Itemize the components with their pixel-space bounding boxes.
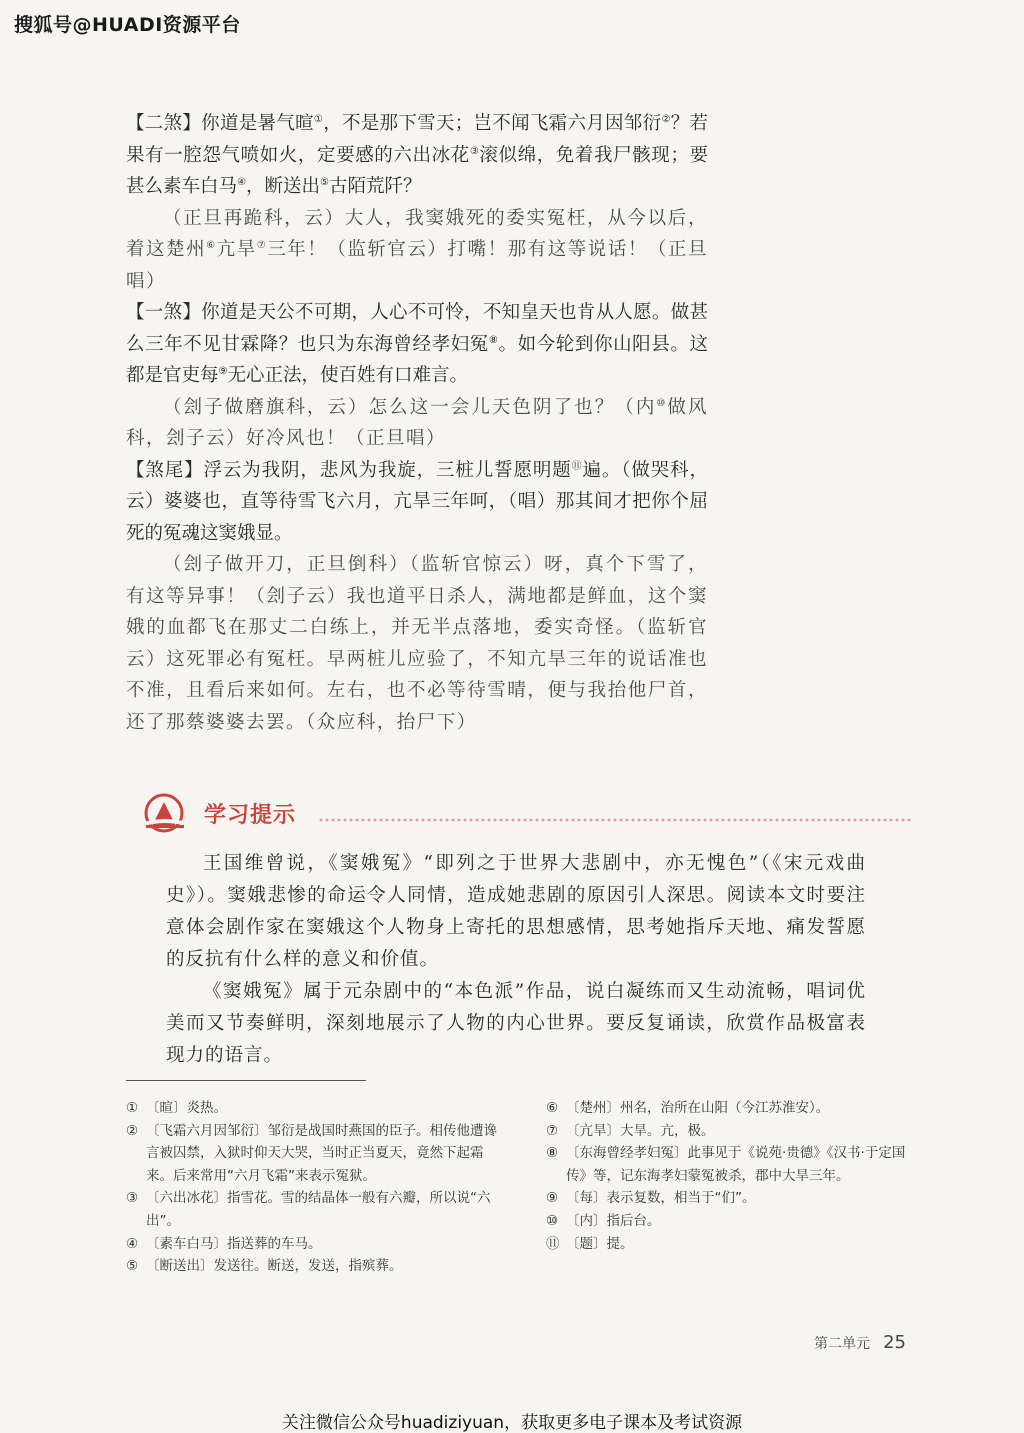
footnote-marker[interactable]: ⑨ xyxy=(218,365,228,377)
footnote-marker[interactable]: ③ xyxy=(469,145,480,157)
page-number: 25 xyxy=(883,1332,906,1353)
play-text xyxy=(126,108,708,738)
study-tips-header xyxy=(142,790,912,838)
footnote-text: 〔题〕提。 xyxy=(566,1235,634,1252)
footnote xyxy=(126,1120,498,1188)
footnote xyxy=(546,1210,914,1233)
footnote xyxy=(546,1187,914,1210)
footnotes-left xyxy=(126,1097,498,1278)
text-run: （正旦再跪科，云）大人，我窦娥死的委实冤枉，从今以后，着这楚州 xyxy=(126,207,708,260)
footnote-number: ⑦ xyxy=(546,1122,559,1139)
study-tip-paragraph: 《窦娥冤》属于元杂剧中的“本色派”作品，说白凝练而又生动流畅，唱词优美而又节奏鲜明，深刻地展示了人物的内心世界。要反复诵读，欣赏作品极富表现力的语言。 xyxy=(166,981,866,1066)
footnote-text: 〔每〕表示复数，相当于“们”。 xyxy=(566,1190,756,1207)
text-run: 。如今轮到你山阳县。这都是官吏每 xyxy=(126,333,708,386)
footnote xyxy=(546,1233,914,1256)
text-run: 【一煞】你道是天公不可期，人心不可怜，不知皇天也肯从人愿。做甚么三年不见甘霖降？也只为东海曾经孝妇冤 xyxy=(126,302,708,355)
footnote xyxy=(126,1097,498,1120)
sung-verse xyxy=(126,108,708,203)
unit-label: 第二单元 xyxy=(814,1336,870,1352)
footnote-text: 〔六出冰花〕指雪花。雪的结晶体一般有六瓣，所以说“六出”。 xyxy=(146,1190,491,1229)
footnote-marker[interactable]: ⑩ xyxy=(656,397,668,409)
text-run: 三年！（监斩官云）打嘴！那有这等说话！（正旦唱） xyxy=(126,239,708,292)
footnote-marker[interactable]: ⑤ xyxy=(320,176,329,188)
stage-direction xyxy=(126,392,708,455)
text-run: ，不是那下雪天；岂不闻飞霜六月因邹衍 xyxy=(323,113,662,134)
footnote-marker[interactable]: ⑦ xyxy=(256,239,268,251)
text-run: ？若果有一腔怨气喷如火，定要感的六出冰花 xyxy=(126,113,708,166)
footnote-text: 〔飞霜六月因邹衍〕邹衍是战国时燕国的臣子。相传他遭谗言被囚禁，入狱时仰天大哭，当时正当夏天，竟然下起霜来。后来常用“六月飞霜”来表示冤狱。 xyxy=(146,1122,497,1184)
footnote-number: ⑧ xyxy=(546,1145,559,1162)
footnote-marker[interactable]: ① xyxy=(313,113,324,125)
study-tips-icon xyxy=(142,792,190,834)
text-run: 【煞尾】浮云为我阴，悲风为我旋，三桩儿誓愿明题 xyxy=(126,459,572,481)
footnotes-right xyxy=(546,1097,914,1255)
text-run: 做风科，刽子云）好冷风也！（正旦唱） xyxy=(126,396,708,449)
footnote-number: ① xyxy=(126,1100,139,1116)
footnote xyxy=(126,1233,498,1256)
text-run: 亢旱 xyxy=(216,239,257,260)
footnote-number: ⑨ xyxy=(546,1190,559,1207)
footnote-number: ② xyxy=(126,1122,139,1139)
footnote-text: 〔内〕指后台。 xyxy=(566,1212,661,1229)
footnote-marker[interactable]: ⑧ xyxy=(488,334,499,346)
footnote-rule xyxy=(126,1080,366,1081)
page-footer xyxy=(814,1332,906,1353)
sung-verse xyxy=(126,455,708,550)
footnote-text: 〔东海曾经孝妇冤〕此事见于《说苑·贵德》《汉书·于定国传》等，记东海孝妇蒙冤被杀，郡中大旱三年。 xyxy=(566,1145,906,1184)
text-run: ，断送出 xyxy=(245,176,320,197)
footnote-number: ⑥ xyxy=(546,1100,559,1116)
stage-direction xyxy=(126,549,708,738)
text-run: 【二煞】你道是暑气暄 xyxy=(126,113,314,134)
footnote-marker[interactable]: ⑪ xyxy=(571,460,583,472)
source-watermark: 搜狐号@HUADI资源平台 xyxy=(14,14,241,36)
footnote-marker[interactable]: ④ xyxy=(237,176,246,188)
footnote-marker[interactable]: ② xyxy=(661,113,671,125)
footnote-text: 〔断送出〕发送往。断送，发送，指殡葬。 xyxy=(146,1258,403,1275)
footnote-number: ⑪ xyxy=(546,1235,560,1252)
text-run: 古陌荒阡？ xyxy=(328,176,422,197)
footnote-text: 〔楚州〕州名，治所在山阳（今江苏淮安）。 xyxy=(566,1100,830,1116)
text-run: 遍。（做哭科，云）婆婆也，直等待雪飞六月，亢旱三年呵，（唱）那其间才把你个屈死的冤魂这窦娥显。 xyxy=(126,459,708,544)
bottom-watermark: 关注微信公众号huadiziyuan，获取更多电子课本及考试资源 xyxy=(281,1413,743,1433)
footnote-number: ④ xyxy=(126,1235,139,1252)
footnote xyxy=(126,1255,498,1278)
text-run: （刽子做磨旗科，云）怎么这一会儿天色阴了也？（内 xyxy=(163,396,657,418)
study-tip-paragraph: 王国维曾说，《窦娥冤》“即列之于世界大悲剧中，亦无愧色”（《宋元戏曲史》）。窦娥悲惨的命运令人同情，造成她悲剧的原因引人深思。阅读本文时要注意体会剧作家在窦娥这个人物身上寄托的思想感情，思考她指斥天地、痛发誓愿的反抗有什么样的意义和价值。 xyxy=(166,853,866,970)
footnote-number: ⑤ xyxy=(126,1258,139,1275)
text-run: 无心正法，使百姓有口难言。 xyxy=(227,365,468,386)
study-tips-title: 学习提示 xyxy=(204,803,297,828)
footnote xyxy=(546,1142,914,1187)
footnote-marker[interactable]: ⑥ xyxy=(206,239,217,251)
footnote xyxy=(126,1187,498,1232)
footnote-text: 〔暄〕炎热。 xyxy=(146,1100,227,1116)
study-tips-text xyxy=(166,848,866,1072)
footnote-text: 〔亢旱〕大旱。亢，极。 xyxy=(566,1122,715,1139)
stage-direction xyxy=(126,203,708,298)
footnote xyxy=(546,1097,914,1120)
footnote-number: ③ xyxy=(126,1190,139,1207)
footnote-text: 〔素车白马〕指送葬的车马。 xyxy=(146,1235,322,1252)
sung-verse xyxy=(126,297,708,392)
dotted-divider xyxy=(318,817,912,823)
footnote xyxy=(546,1120,914,1143)
text-run: （刽子做开刀，正旦倒科）（监斩官惊云）呀，真个下雪了，有这等异事！（刽子云）我也道平日杀人，满地都是鲜血，这个窦娥的血都飞在那丈二白练上，并无半点落地，委实奇怪。（监斩官云）这死罪必有冤枉。早两桩儿应验了，不知亢旱三年的说话准也不准，且看后来如何。左右，也不必等待雪晴，便与我抬他尸首，还了那蔡婆婆去罢。（众应科，抬尸下） xyxy=(126,554,708,733)
footnote-number: ⑩ xyxy=(546,1212,559,1229)
text-run: 滚似绵，免着我尸骸现；要甚么素车白马 xyxy=(126,144,708,197)
